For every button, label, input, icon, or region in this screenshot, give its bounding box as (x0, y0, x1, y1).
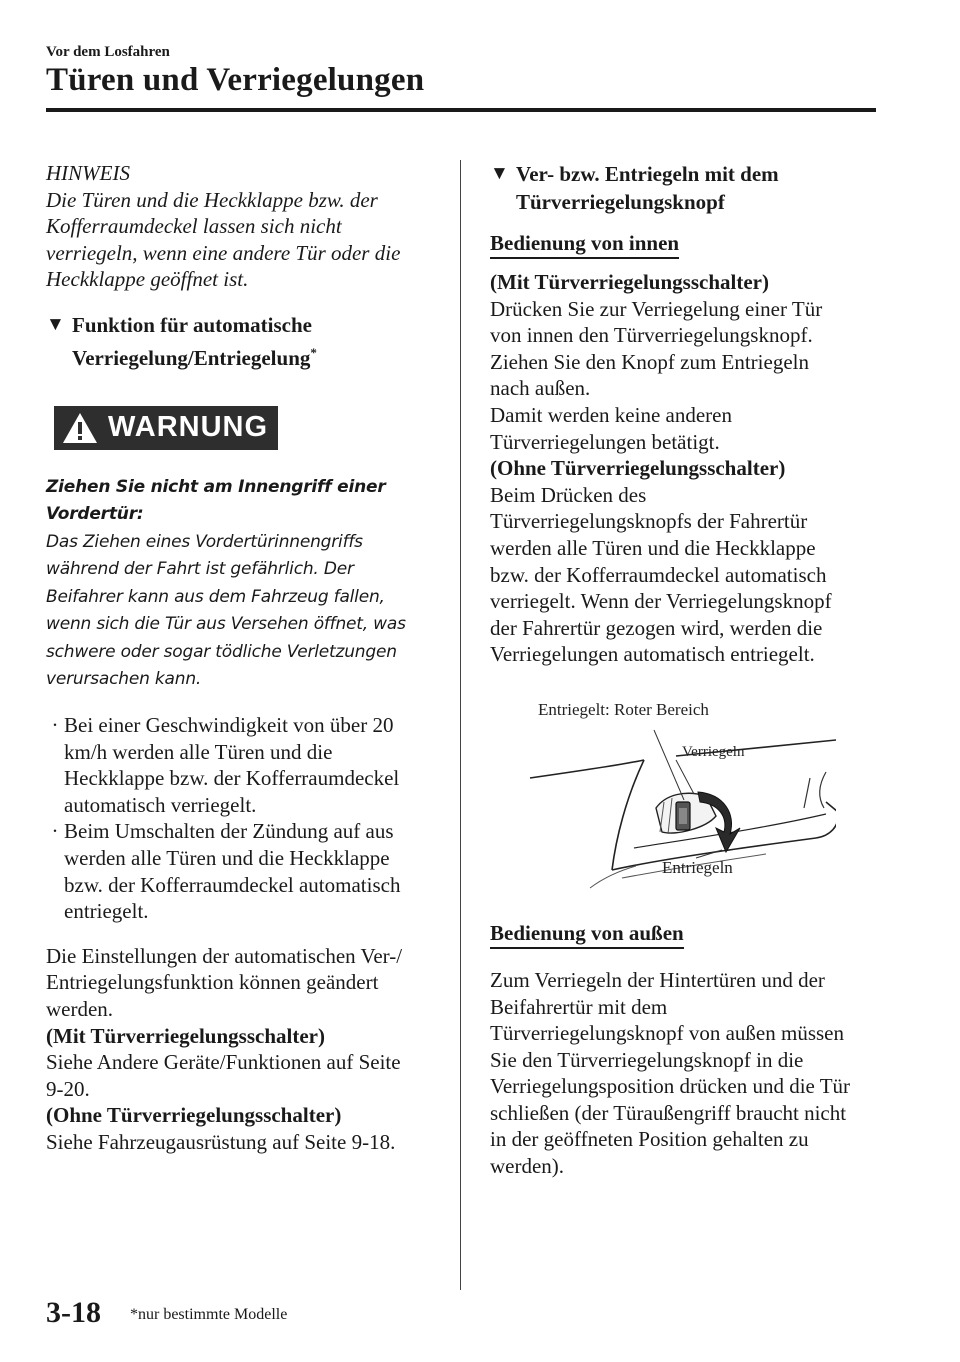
warning-title-line: Ziehen Sie nicht am Innengriff einer (46, 476, 386, 497)
paragraph-line: Beifahrertür mit dem (490, 994, 668, 1019)
warning-body-line: Das Ziehen eines Vordertürinnengriffs (46, 531, 363, 552)
without-switch-label: (Ohne Türverriegelungsschalter) (490, 456, 786, 481)
note-line: verriegeln, wenn eine andere Tür oder die (46, 240, 401, 265)
section-label: Vor dem Losfahren (46, 44, 170, 60)
warning-triangle-icon (62, 412, 98, 444)
asterisk-marker: * (310, 344, 317, 360)
section-heading-line: Funktion für automatische (72, 312, 312, 337)
section-heading-lock-knob (490, 160, 890, 216)
paragraph-line: bzw. der Kofferraumdeckel automatisch (490, 562, 827, 587)
warning-body-line: Beifahrer kann aus dem Fahrzeug fallen, (46, 586, 385, 607)
warning-body-line: wenn sich die Tür aus Versehen öffnet, was (46, 614, 406, 635)
page-title: Türen und Verriegelungen (46, 62, 425, 98)
paragraph-line: Beim Drücken des (490, 482, 647, 507)
paragraph-line: werden. (46, 996, 114, 1021)
paragraph-line: schließen (der Türaußengriff braucht nicht (490, 1100, 847, 1125)
note-line: Heckklappe geöffnet ist. (46, 267, 249, 292)
triangle-down-icon: ▼ (46, 313, 65, 335)
paragraph-line: Ziehen Sie den Knopf zum Entriegeln (490, 349, 809, 374)
warning-title-line: Vordertür: (46, 504, 144, 525)
page-number: 3-18 (46, 1296, 101, 1329)
settings-paragraph (46, 943, 436, 1156)
paragraph-line: in der geöffneten Position gehalten zu (490, 1127, 809, 1152)
list-item-line: Bei einer Geschwindigkeit von über 20 (64, 712, 394, 737)
paragraph-line: Drücken Sie zur Verriegelung einer Tür (490, 296, 823, 321)
column-divider (460, 160, 461, 1290)
list-item-line: km/h werden alle Türen und die (64, 739, 333, 764)
warning-body-line: während der Fahrt ist gefährlich. Der (46, 559, 354, 580)
left-column (46, 160, 436, 1155)
paragraph-line: Damit werden keine anderen (490, 402, 732, 427)
paragraph-line: von innen den Türverriegelungsknopf. (490, 323, 813, 348)
note-block (46, 160, 436, 293)
subheading-outside: Bedienung von außen (490, 920, 684, 949)
section-heading-line: Türverriegelungsknopf (516, 190, 725, 214)
note-label: HINWEIS (46, 161, 130, 185)
with-switch-label: (Mit Türverriegelungsschalter) (46, 1023, 325, 1048)
page-reference: Siehe Andere Geräte/Funktionen auf Seite (46, 1050, 401, 1075)
paragraph-line: nach außen. (490, 376, 591, 401)
footnote: *nur bestimmte Modelle (130, 1306, 288, 1323)
figure-label-unlock: Entriegeln (662, 857, 733, 877)
bullet-list (46, 712, 436, 925)
paragraph-line: Verriegelungen automatisch entriegelt. (490, 642, 815, 667)
inside-operation-text (490, 269, 890, 668)
note-line: Die Türen und die Heckklappe bzw. der (46, 187, 378, 212)
warning-label: WARNUNG (108, 411, 269, 444)
subheading-inside: Bedienung von innen (490, 230, 679, 259)
warning-body-line: schwere oder sogar tödliche Verletzungen (46, 641, 397, 662)
outside-operation-text (490, 967, 890, 1180)
paragraph-line: Verriegelungsposition drücken und die Tür (490, 1074, 851, 1099)
bullet-dot: · (51, 819, 59, 844)
paragraph-line: Türverriegelungen betätigt. (490, 429, 720, 454)
paragraph-line: Zum Verriegeln der Hintertüren und der (490, 967, 825, 992)
door-lock-knob-illustration (526, 698, 836, 898)
paragraph-line: werden alle Türen und die Heckklappe (490, 535, 816, 560)
warning-text (46, 474, 436, 694)
paragraph-line: verriegelt. Wenn der Verriegelungsknopf (490, 589, 832, 614)
list-item (46, 818, 436, 924)
figure-label-red-area: Entriegelt: Roter Bereich (538, 699, 709, 719)
paragraph-line: Türverriegelungsknopfs der Fahrertür (490, 509, 808, 534)
section-heading-auto-lock (46, 311, 436, 372)
header-rule (46, 108, 876, 112)
page-reference: Siehe Fahrzeugausrüstung auf Seite 9-18. (46, 1129, 396, 1154)
figure-label-lock: Verriegeln (682, 743, 745, 760)
list-item-line: entriegelt. (64, 899, 149, 924)
bullet-dot: · (51, 712, 59, 737)
triangle-down-icon: ▼ (490, 163, 509, 184)
section-heading-line: Verriegelung/Entriegelung* (72, 344, 317, 370)
note-line: Kofferraumdeckel lassen sich nicht (46, 214, 342, 239)
list-item-line: Heckklappe bzw. der Kofferraumdeckel (64, 766, 400, 791)
list-item-line: Beim Umschalten der Zündung auf aus (64, 819, 394, 844)
section-heading-line: Ver- bzw. Entriegeln mit dem (516, 162, 779, 186)
list-item (46, 712, 436, 818)
paragraph-line: werden). (490, 1154, 565, 1179)
warning-badge (54, 406, 278, 450)
list-item-line: werden alle Türen und die Heckklappe (64, 845, 390, 870)
without-switch-label: (Ohne Türverriegelungsschalter) (46, 1103, 342, 1128)
paragraph-line: Die Einstellungen der automatischen Ver-/ (46, 943, 403, 968)
paragraph-line: Sie den Türverriegelungsknopf in die (490, 1047, 804, 1072)
list-item-line: automatisch verriegelt. (64, 792, 257, 817)
list-item-line: bzw. der Kofferraumdeckel automatisch (64, 872, 401, 897)
warning-body-line: verursachen kann. (46, 669, 202, 690)
paragraph-line: Entriegelungsfunktion können geändert (46, 970, 379, 995)
paragraph-line: der Fahrertür gezogen wird, werden die (490, 615, 823, 640)
paragraph-line: Türverriegelungsknopf von außen müssen (490, 1021, 844, 1046)
with-switch-label: (Mit Türverriegelungsschalter) (490, 270, 769, 294)
page-reference: 9-20. (46, 1076, 90, 1101)
right-column (490, 160, 890, 1180)
